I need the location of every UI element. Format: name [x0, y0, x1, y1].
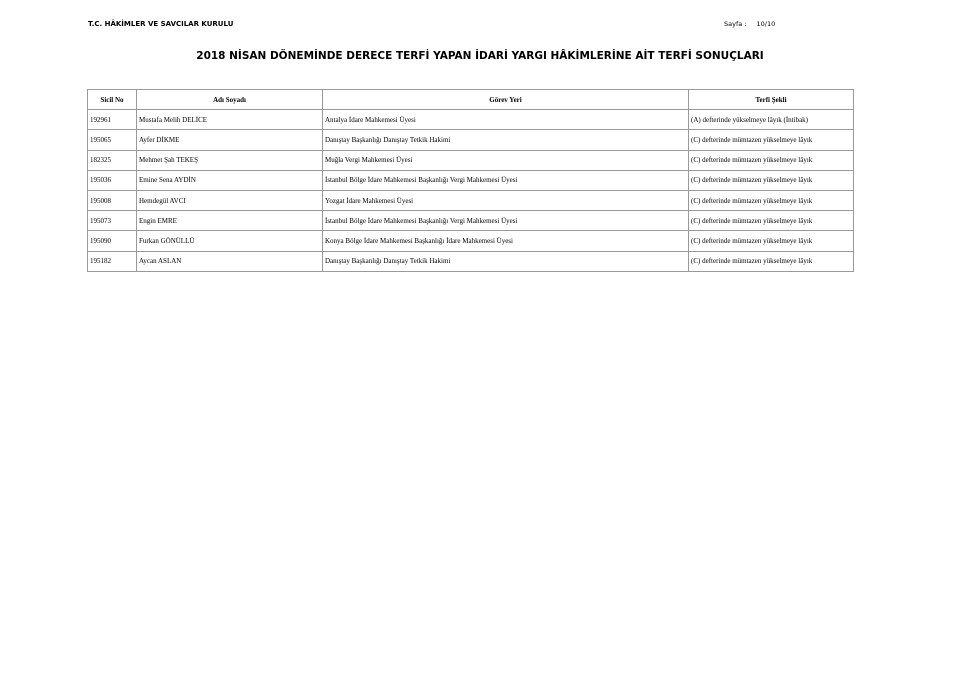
sicil-no-cell: 192961 — [88, 110, 137, 130]
name-cell: Mehmet Şah TEKEŞ — [137, 150, 323, 170]
promotion-type-cell: (A) defterinde yükselmeye lâyık (İntibak) — [689, 110, 854, 130]
sicil-no-cell: 195182 — [88, 251, 137, 271]
name-cell: Ayfer DİKME — [137, 130, 323, 150]
page-number: 10/10 — [756, 20, 776, 28]
table-row — [88, 130, 854, 150]
duty-location-cell: Antalya İdare Mahkemesi Üyesi — [323, 110, 689, 130]
table-row — [88, 150, 854, 170]
promotion-type-cell: (C) defterinde mümtazen yükselmeye lâyık — [689, 170, 854, 190]
name-cell: Hemdegül AVCI — [137, 190, 323, 210]
promotion-type-cell: (C) defterinde mümtazen yükselmeye lâyık — [689, 211, 854, 231]
name-cell: Engin EMRE — [137, 211, 323, 231]
duty-location-cell: Danıştay Başkanlığı Danıştay Tetkik Hakimi — [323, 251, 689, 271]
table-row — [88, 251, 854, 271]
sicil-no-cell: 195090 — [88, 231, 137, 251]
duty-location-cell: Muğla Vergi Mahkemesi Üyesi — [323, 150, 689, 170]
table-row — [88, 190, 854, 210]
name-cell: Emine Sena AYDİN — [137, 170, 323, 190]
table-row — [88, 211, 854, 231]
name-cell: Aycan ASLAN — [137, 251, 323, 271]
name-cell: Mustafa Melih DELİCE — [137, 110, 323, 130]
promotion-type-cell: (C) defterinde mümtazen yükselmeye lâyık — [689, 251, 854, 271]
promotion-type-cell: (C) defterinde mümtazen yükselmeye lâyık — [689, 150, 854, 170]
duty-location-cell: İstanbul Bölge İdare Mahkemesi Başkanlığı Vergi Mahkemesi Üyesi — [323, 170, 689, 190]
duty-location-cell: İstanbul Bölge İdare Mahkemesi Başkanlığı Vergi Mahkemesi Üyesi — [323, 211, 689, 231]
column-header-terfi-sekli: Terfi Şekli — [689, 90, 854, 110]
sicil-no-cell: 195036 — [88, 170, 137, 190]
duty-location-cell: Konya Bölge İdare Mahkemesi Başkanlığı İdare Mahkemesi Üyesi — [323, 231, 689, 251]
name-cell: Furkan GÖNÜLLÜ — [137, 231, 323, 251]
promotion-results-table — [87, 89, 854, 272]
column-header-gorev-yeri: Görev Yeri — [323, 90, 689, 110]
duty-location-cell: Danıştay Başkanlığı Danıştay Tetkik Hakimi — [323, 130, 689, 150]
promotion-type-cell: (C) defterinde mümtazen yükselmeye lâyık — [689, 190, 854, 210]
promotion-type-cell: (C) defterinde mümtazen yükselmeye lâyık — [689, 130, 854, 150]
promotion-type-cell: (C) defterinde mümtazen yükselmeye lâyık — [689, 231, 854, 251]
table-row — [88, 170, 854, 190]
page-indicator — [724, 20, 775, 28]
sicil-no-cell: 195073 — [88, 211, 137, 231]
column-header-adi-soyadi: Adı Soyadı — [137, 90, 323, 110]
table-row — [88, 231, 854, 251]
organization-name: T.C. HÂKİMLER VE SAVCILAR KURULU — [88, 20, 234, 28]
table-header-row — [88, 90, 854, 110]
document-title: 2018 NİSAN DÖNEMİNDE DERECE TERFİ YAPAN İDARİ YARGI HÂKİMLERİNE AİT TERFİ SONUÇLARI — [196, 50, 764, 62]
sicil-no-cell: 195008 — [88, 190, 137, 210]
column-header-sicil-no: Sicil No — [88, 90, 137, 110]
sicil-no-cell: 195065 — [88, 130, 137, 150]
sicil-no-cell: 182325 — [88, 150, 137, 170]
page-label: Sayfa : — [724, 20, 747, 28]
duty-location-cell: Yozgat İdare Mahkemesi Üyesi — [323, 190, 689, 210]
table-row — [88, 110, 854, 130]
